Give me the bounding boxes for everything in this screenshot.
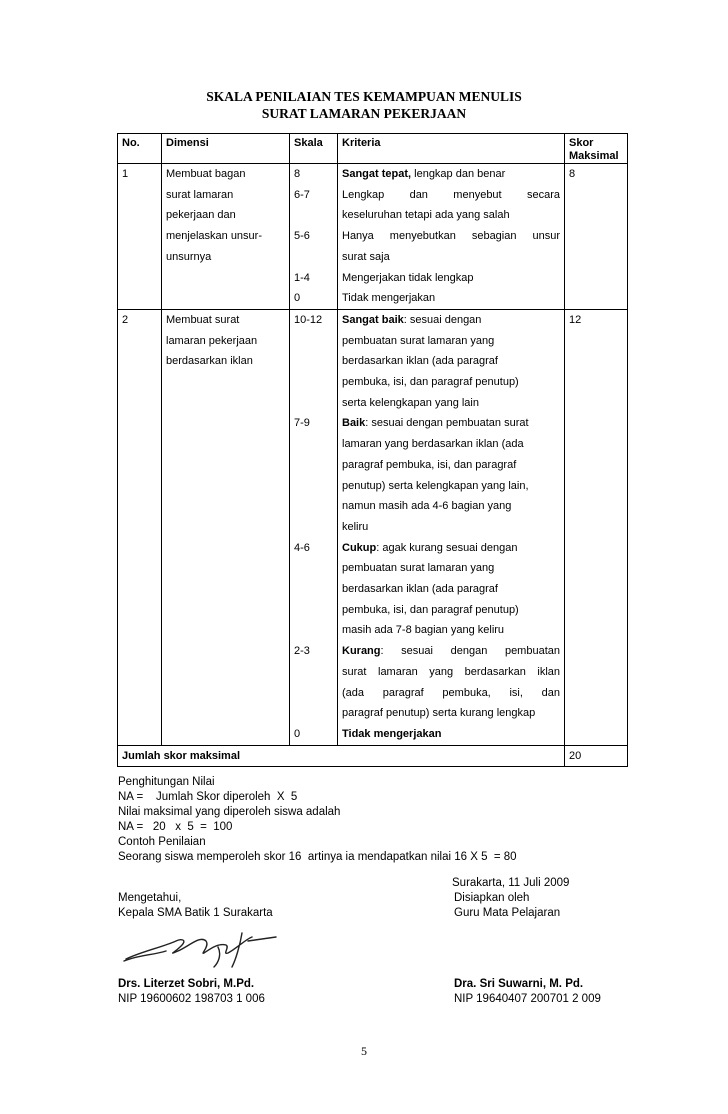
cell-dimensi [162,434,290,455]
cell-no [118,288,162,309]
cell-skala: 7-9 [290,413,338,434]
table-row [118,268,628,289]
cell-no [118,662,162,683]
cell-kriteria [338,185,565,206]
left-signer-nip: NIP 19600602 198703 1 006 [118,993,265,1005]
header-dimensi: Dimensi [162,134,290,164]
cell-no [118,413,162,434]
cell-skala: 4-6 [290,538,338,559]
table-row [118,413,628,434]
table-header-row [118,134,628,164]
place-date: Surakarta, 11 Juli 2009 [452,877,570,889]
example-heading: Contoh Penilaian [118,836,206,848]
cell-dimensi [162,288,290,309]
cell-no [118,393,162,414]
table-row [118,724,628,745]
cell-kriteria [338,724,565,745]
cell-kriteria [338,164,565,185]
cell-no [118,579,162,600]
cell-kriteria [338,683,565,704]
cell-skor [565,393,628,414]
header-skor: Skor Maksimal [565,134,628,164]
cell-no [118,538,162,559]
cell-skala: 1-4 [290,268,338,289]
cell-skala [290,683,338,704]
cell-no [118,600,162,621]
cell-dimensi [162,579,290,600]
criteria-level: Sangat baik [342,313,404,326]
criteria-text: lengkap dan benar [411,168,506,180]
cell-skor [565,683,628,704]
criteria-text: Tidak mengerjakan [342,292,436,305]
cell-skor [565,703,628,724]
header-kriteria: Kriteria [338,134,565,164]
cell-kriteria [338,226,565,247]
table-row [118,703,628,724]
cell-skor [565,662,628,683]
cell-skor [565,226,628,247]
cell-no [118,185,162,206]
left-role-2: Kepala SMA Batik 1 Surakarta [118,907,273,919]
cell-no [118,620,162,641]
table-row [118,641,628,662]
cell-kriteria [338,496,565,517]
left-signer-name: Drs. Literzet Sobri, M.Pd. [118,978,255,990]
criteria-level: Sangat tepat, [342,168,412,180]
cell-no [118,372,162,393]
cell-kriteria [338,351,565,372]
cell-dimensi [162,641,290,662]
cell-dimensi [162,724,290,745]
cell-dimensi [162,620,290,641]
cell-skala [290,517,338,538]
cell-skala [290,496,338,517]
cell-dimensi: lamaran pekerjaan [162,331,290,352]
cell-dimensi [162,703,290,724]
cell-dimensi [162,662,290,683]
criteria-text: (ada paragraf pembuka, isi, dan [342,686,560,699]
header-no: No. [118,134,162,164]
cell-skala [290,372,338,393]
page-number: 5 [361,1044,367,1058]
criteria-text: surat saja [342,250,390,263]
cell-dimensi: Membuat bagan [162,164,290,185]
table-row [118,476,628,497]
table-row [118,620,628,641]
cell-skor [565,517,628,538]
cell-skor [565,600,628,621]
cell-skala [290,455,338,476]
cell-dimensi: surat lamaran [162,185,290,206]
table-row [118,247,628,268]
cell-kriteria [338,205,565,226]
table-row [118,309,628,330]
cell-skor [565,496,628,517]
rubric-table [117,133,628,767]
criteria-text: lamaran yang berdasarkan iklan (ada [342,438,524,451]
calc-max-text: Nilai maksimal yang diperoleh siswa adalah [118,806,341,818]
cell-kriteria [338,309,565,330]
cell-kriteria [338,517,565,538]
table-row [118,351,628,372]
table-row [118,496,628,517]
cell-kriteria [338,703,565,724]
criteria-text: penutup) serta kelengkapan yang lain, [342,479,529,492]
cell-skala: 0 [290,724,338,745]
cell-skor [565,372,628,393]
criteria-text: Hanya menyebutkan sebagian unsur [342,230,560,243]
cell-skor [565,620,628,641]
cell-kriteria [338,393,565,414]
cell-dimensi [162,476,290,497]
total-label: Jumlah skor maksimal [118,745,565,766]
cell-skala [290,393,338,414]
criteria-text: surat lamaran yang berdasarkan iklan [342,665,560,678]
criteria-text: keliru [342,520,369,533]
cell-dimensi [162,372,290,393]
table-row [118,558,628,579]
cell-no [118,455,162,476]
cell-skor [565,268,628,289]
cell-no [118,226,162,247]
cell-skala [290,351,338,372]
cell-skor: 12 [565,309,628,330]
cell-skala [290,662,338,683]
criteria-text: : sesuai dengan [403,313,482,326]
criteria-text: pembuka, isi, dan paragraf penutup) [342,603,519,616]
table-row [118,164,628,185]
cell-skala [290,579,338,600]
table-row [118,226,628,247]
document-title: SKALA PENILAIAN TES KEMAMPUAN MENULIS [206,89,522,104]
criteria-text: Mengerjakan tidak lengkap [342,271,474,284]
cell-dimensi [162,683,290,704]
cell-no: 1 [118,164,162,185]
cell-dimensi [162,538,290,559]
table-row [118,600,628,621]
cell-skor [565,205,628,226]
cell-skor [565,641,628,662]
cell-no [118,268,162,289]
cell-no [118,641,162,662]
criteria-text: pembuka, isi, dan paragraf penutup) [342,376,519,389]
criteria-text: pembuatan surat lamaran yang [342,562,495,575]
cell-skor [565,413,628,434]
cell-kriteria [338,558,565,579]
example-text: Seorang siswa memperoleh skor 16 artinya ia mendapatkan nilai 16 X 5 = 80 [118,851,517,863]
table-row [118,662,628,683]
cell-skor [565,476,628,497]
cell-skala [290,247,338,268]
cell-dimensi [162,558,290,579]
cell-no [118,247,162,268]
cell-no [118,724,162,745]
cell-skor [565,455,628,476]
cell-kriteria [338,600,565,621]
cell-skor [565,579,628,600]
table-total-row [118,745,628,766]
cell-no [118,351,162,372]
cell-kriteria [338,434,565,455]
calc-max-formula: NA = 20 x 5 = 100 [118,821,233,833]
cell-skor [565,247,628,268]
cell-dimensi: Membuat surat [162,309,290,330]
cell-dimensi [162,413,290,434]
cell-kriteria [338,268,565,289]
criteria-text: namun masih ada 4-6 bagian yang [342,500,512,513]
table-row [118,205,628,226]
cell-kriteria [338,247,565,268]
cell-dimensi [162,455,290,476]
cell-no [118,517,162,538]
criteria-text: masih ada 7-8 bagian yang keliru [342,624,505,637]
table-row [118,185,628,206]
cell-kriteria [338,288,565,309]
criteria-text: berdasarkan iklan (ada paragraf [342,355,498,368]
cell-kriteria [338,331,565,352]
criteria-text: serta kelengkapan yang lain [342,396,479,409]
cell-skala: 8 [290,164,338,185]
table-row [118,683,628,704]
cell-kriteria [338,476,565,497]
cell-dimensi [162,268,290,289]
cell-skala [290,205,338,226]
criteria-level: Kurang [342,645,381,658]
cell-skala: 6-7 [290,185,338,206]
criteria-text: keseluruhan tetapi ada yang salah [342,209,510,222]
cell-dimensi [162,600,290,621]
right-role-2: Guru Mata Pelajaran [454,907,561,919]
cell-skor [565,331,628,352]
calc-heading: Penghitungan Nilai [118,776,215,788]
cell-skala [290,703,338,724]
cell-dimensi [162,517,290,538]
table-row [118,331,628,352]
criteria-text: : agak kurang sesuai dengan [376,541,518,554]
cell-no [118,683,162,704]
criteria-text: paragraf pembuka, isi, dan paragraf [342,458,517,471]
cell-skor [565,434,628,455]
cell-skor [565,288,628,309]
document-subtitle: SURAT LAMARAN PEKERJAAN [261,106,467,121]
cell-kriteria [338,620,565,641]
criteria-text: berdasarkan iklan (ada paragraf [342,583,498,596]
cell-dimensi: unsurnya [162,247,290,268]
right-signer-nip: NIP 19640407 200701 2 009 [454,993,601,1005]
table-row [118,393,628,414]
cell-no [118,496,162,517]
criteria-level: Baik [342,417,366,430]
cell-skor [565,724,628,745]
table-row [118,434,628,455]
cell-skala: 10-12 [290,309,338,330]
cell-kriteria [338,662,565,683]
table-row [118,288,628,309]
cell-kriteria [338,538,565,559]
header-skala: Skala [290,134,338,164]
cell-skala [290,620,338,641]
criteria-text: : sesuai dengan pembuatan surat [365,417,529,430]
cell-no [118,558,162,579]
cell-skala [290,434,338,455]
cell-skor: 8 [565,164,628,185]
table-body [118,164,628,746]
table-row [118,579,628,600]
calc-formula: NA = Jumlah Skor diperoleh X 5 [118,791,298,803]
cell-no: 2 [118,309,162,330]
cell-skor [565,185,628,206]
table-row [118,517,628,538]
cell-kriteria [338,455,565,476]
handwritten-signature [118,925,288,970]
cell-dimensi: berdasarkan iklan [162,351,290,372]
criteria-text: paragraf penutup) serta kurang lengkap [342,707,536,720]
criteria-text: Lengkap dan menyebut secara [342,188,560,201]
cell-kriteria [338,579,565,600]
cell-dimensi: pekerjaan dan [162,205,290,226]
right-signer-name: Dra. Sri Suwarni, M. Pd. [454,978,584,990]
table-row [118,538,628,559]
cell-kriteria [338,372,565,393]
cell-no [118,703,162,724]
cell-no [118,434,162,455]
cell-dimensi [162,496,290,517]
criteria-level: Tidak mengerjakan [342,727,442,740]
left-role-1: Mengetahui, [118,892,182,904]
cell-no [118,205,162,226]
cell-skala [290,558,338,579]
cell-skala [290,476,338,497]
cell-dimensi [162,393,290,414]
cell-no [118,476,162,497]
cell-no [118,331,162,352]
cell-skor [565,538,628,559]
cell-skala: 2-3 [290,641,338,662]
table-row [118,455,628,476]
cell-kriteria [338,413,565,434]
total-value: 20 [565,745,628,766]
cell-skala: 0 [290,288,338,309]
criteria-text: : sesuai dengan pembuatan [380,645,560,658]
cell-skala: 5-6 [290,226,338,247]
cell-skor [565,558,628,579]
criteria-level: Cukup [342,541,377,554]
right-role-1: Disiapkan oleh [454,892,530,904]
cell-skala [290,331,338,352]
cell-skor [565,351,628,372]
cell-kriteria [338,641,565,662]
table-row [118,372,628,393]
cell-dimensi: menjelaskan unsur- [162,226,290,247]
criteria-text: pembuatan surat lamaran yang [342,334,495,347]
cell-skala [290,600,338,621]
